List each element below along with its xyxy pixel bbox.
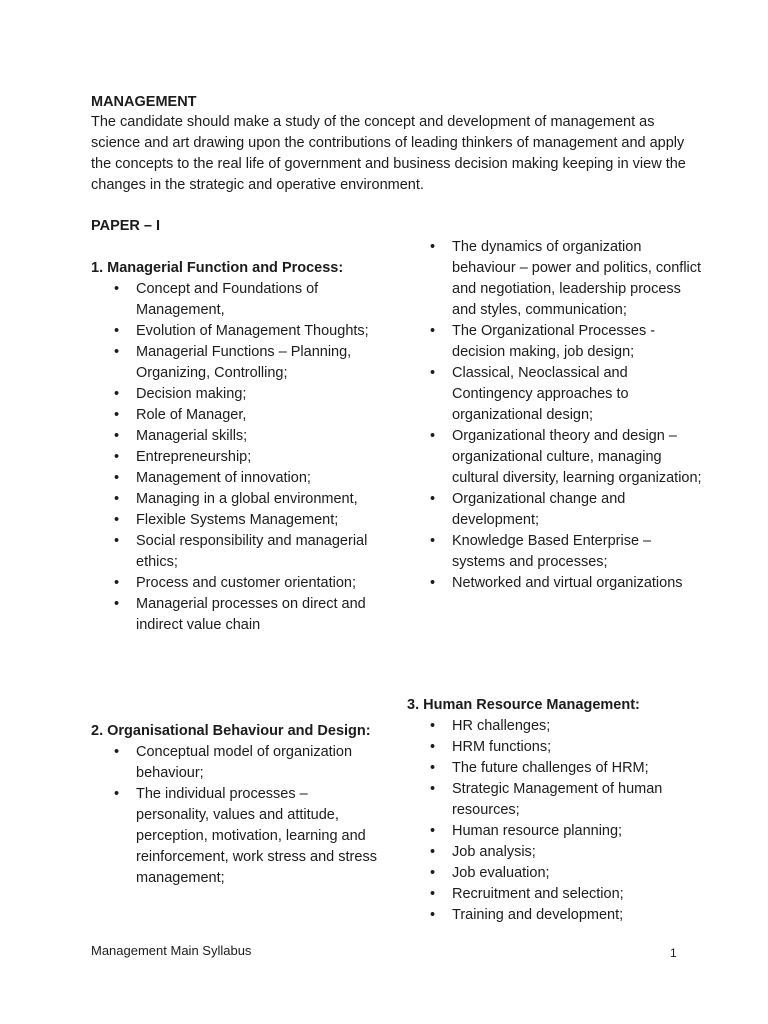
list-item: • Classical, Neoclassical and Contingency approaches to organizational design; — [452, 363, 707, 426]
list-item: • Recruitment and selection; — [452, 884, 707, 905]
section-organisational-behaviour-continued — [407, 237, 707, 594]
list-item: • Managing in a global environment, — [136, 489, 381, 510]
list-item: • The future challenges of HRM; — [452, 758, 707, 779]
section-organisational-behaviour — [91, 721, 381, 889]
list-item: • Training and development; — [452, 905, 707, 926]
list-item: • HR challenges; — [452, 716, 707, 737]
list-item: • The Organizational Processes - decision making, job design; — [452, 321, 707, 363]
list-item: • Human resource planning; — [452, 821, 707, 842]
section-human-resource-management — [407, 695, 707, 926]
list-item: • Conceptual model of organization behaviour; — [136, 742, 381, 784]
section-title: 2. Organisational Behaviour and Design: — [91, 723, 371, 739]
bullet-list — [407, 237, 707, 594]
list-item: • Organizational theory and design – organizational culture, managing cultural diversity, learning organization; — [452, 426, 707, 489]
footer-title: Management Main Syllabus — [91, 943, 252, 958]
section-title: 3. Human Resource Management: — [407, 697, 640, 713]
list-item: • Job analysis; — [452, 842, 707, 863]
list-item: • Social responsibility and managerial ethics; — [136, 531, 381, 573]
paper-title: PAPER – I — [91, 218, 161, 234]
bullet-list — [91, 742, 381, 889]
page-number: 1 — [670, 946, 677, 960]
list-item: • Job evaluation; — [452, 863, 707, 884]
list-item: • Knowledge Based Enterprise – systems and processes; — [452, 531, 707, 573]
list-item: • Entrepreneurship; — [136, 447, 381, 468]
section-managerial-function — [91, 258, 381, 636]
bullet-list — [407, 716, 707, 926]
document-heading: MANAGEMENT — [91, 94, 197, 110]
section-title: 1. Managerial Function and Process: — [91, 260, 344, 276]
list-item: • Decision making; — [136, 384, 381, 405]
list-item: • Strategic Management of human resources; — [452, 779, 707, 821]
list-item: • Managerial Functions – Planning, Organizing, Controlling; — [136, 342, 381, 384]
list-item: • Management of innovation; — [136, 468, 381, 489]
list-item: • Process and customer orientation; — [136, 573, 381, 594]
list-item: • Role of Manager, — [136, 405, 381, 426]
list-item: • Managerial processes on direct and indirect value chain — [136, 594, 381, 636]
list-item: • Organizational change and development; — [452, 489, 707, 531]
list-item: • Concept and Foundations of Management, — [136, 279, 381, 321]
list-item: • Evolution of Management Thoughts; — [136, 321, 381, 342]
list-item: • Flexible Systems Management; — [136, 510, 381, 531]
list-item: • The dynamics of organization behaviour – power and politics, conflict and negotiation, leadership process and styles, communication; — [452, 237, 707, 321]
list-item: • HRM functions; — [452, 737, 707, 758]
bullet-list — [91, 279, 381, 636]
list-item: • Networked and virtual organizations — [452, 573, 707, 594]
list-item: • The individual processes – personality, values and attitude, perception, motivation, learning and reinforcement, work stress and stress management; — [136, 784, 381, 889]
intro-paragraph: The candidate should make a study of the concept and development of management as science and art drawing upon the contributions of leading thinkers of management and apply the concepts to the real life of government and business decision making keeping in view the changes in the strategic and operative environment. — [91, 114, 686, 193]
list-item: • Managerial skills; — [136, 426, 381, 447]
